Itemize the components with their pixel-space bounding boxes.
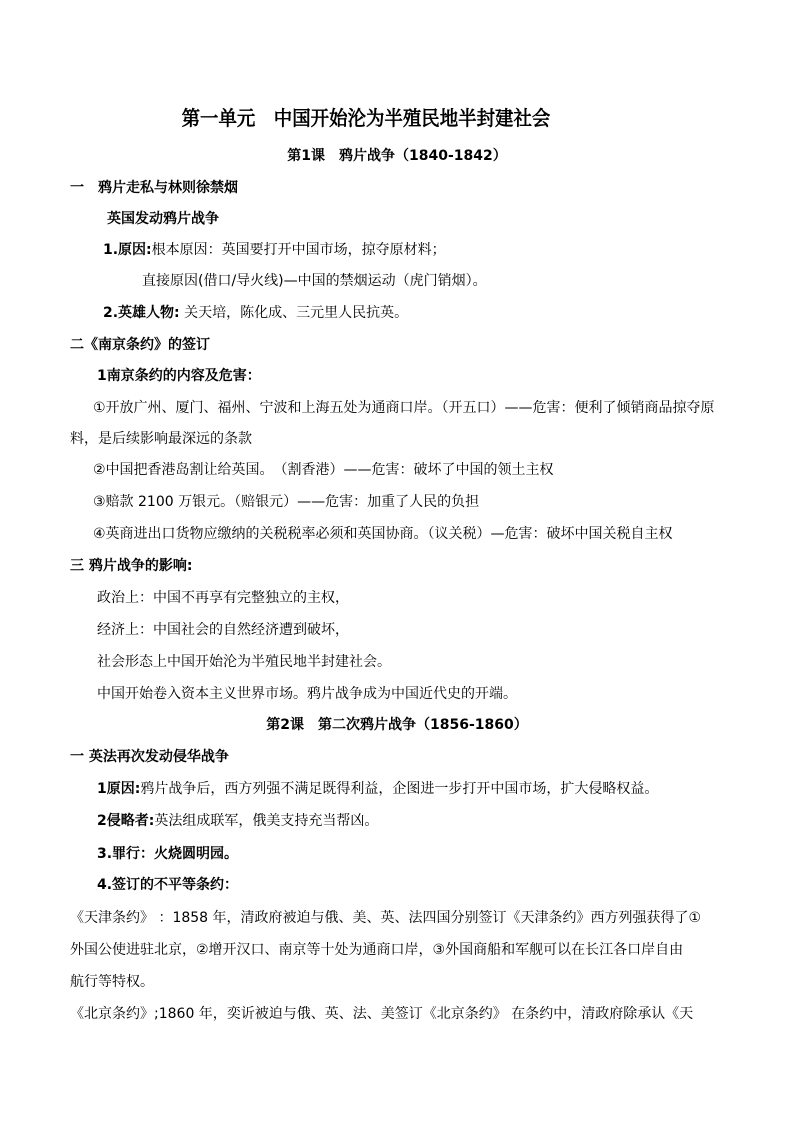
treaty-item-3: ③赔款 2100 万银元。（赔银元）——危害：加重了人民的负担 — [93, 494, 480, 510]
cause-root-text: 根本原因：英国要打开中国市场，掠夺原材料； — [151, 242, 446, 258]
treaty-item-1-line2: 料，是后续影响最深远的条款 — [70, 431, 252, 447]
impact-economic: 经济上：中国社会的自然经济遭到破坏， — [97, 622, 349, 638]
aggressor-text: 英法组成联军，俄美支持充当帮凶。 — [154, 813, 379, 829]
lesson2-cause-text: 鸦片战争后，西方列强不满足既得利益，企图进一步打开中国市场，扩大侵略权益。 — [140, 781, 659, 797]
lesson2-section1-heading: 一 英法再次发动侵华战争 — [70, 749, 229, 765]
lesson1-direct-cause: 直接原因(借口/导火线)—中国的禁烟运动（虎门销烟）。 — [142, 273, 487, 289]
lesson2-title: 第2课 第二次鸦片战争（1856-1860） — [266, 717, 528, 733]
lesson2-treaties-heading: 4.签订的不平等条约： — [97, 877, 239, 893]
lesson2-cause-line — [97, 780, 658, 798]
lesson2-aggressor-line — [97, 812, 378, 830]
unit-title: 第一单元 中国开始沦为半殖民地半封建社会 — [181, 106, 551, 130]
treaty-item-1-line1: ①开放广州、厦门、福州、宁波和上海五处为通商口岸。（开五口）——危害：便利了倾销商品掠夺原 — [93, 400, 715, 416]
heroes-text: 关天培，陈化成、三元里人民抗英。 — [179, 305, 409, 321]
tianjin-treaty-line3: 航行等特权。 — [70, 974, 154, 990]
lesson2-crime: 3.罪行：火烧圆明园。 — [97, 846, 239, 862]
heroes-label: 2.英雄人物: — [103, 305, 180, 321]
lesson1-title: 第1课 鸦片战争（1840-1842） — [287, 148, 507, 164]
lesson1-section1-heading: 一 鸦片走私与林则徐禁烟 — [70, 180, 238, 196]
tianjin-treaty-line1: 《天津条约》 ：1858 年，清政府被迫与俄、美、英、法四国分别签订《天津条约》西方列强获得了① — [70, 910, 702, 926]
treaty-item-4: ④英商进出口货物应缴纳的关税税率必须和英国协商。（议关税）—危害：破坏中国关税自主权 — [93, 526, 673, 542]
aggressor-label: 2侵略者: — [97, 813, 155, 829]
lesson1-heroes-line — [103, 304, 408, 322]
lesson1-section2-heading: 二《南京条约》的签订 — [70, 337, 210, 353]
cause-label: 1.原因: — [103, 242, 152, 258]
lesson1-section2-subheading: 1南京条约的内容及危害： — [97, 368, 261, 384]
impact-world-market: 中国开始卷入资本主义世界市场。鸦片战争成为中国近代史的开端。 — [97, 686, 517, 702]
beijing-treaty-line1: 《北京条约》;1860 年，奕䜣被迫与俄、英、法、美签订《北京条约》 在条约中，清政府除承认《天 — [70, 1006, 694, 1022]
lesson1-cause-line — [103, 241, 446, 259]
lesson1-section3-heading: 三 鸦片战争的影响: — [70, 558, 193, 574]
tianjin-treaty-line2: 外国公使进驻北京，②增开汉口、南京等十处为通商口岸，③外国商船和军舰可以在长江各口岸自由 — [70, 942, 684, 958]
impact-political: 政治上：中国不再享有完整独立的主权， — [97, 590, 349, 606]
lesson1-section1-subheading: 英国发动鸦片战争 — [107, 211, 219, 227]
impact-social: 社会形态上中国开始沦为半殖民地半封建社会。 — [97, 654, 391, 670]
lesson2-cause-label: 1原因: — [97, 781, 141, 797]
treaty-item-2: ②中国把香港岛割让给英国。 （割香港）——危害：破坏了中国的领土主权 — [93, 462, 554, 478]
